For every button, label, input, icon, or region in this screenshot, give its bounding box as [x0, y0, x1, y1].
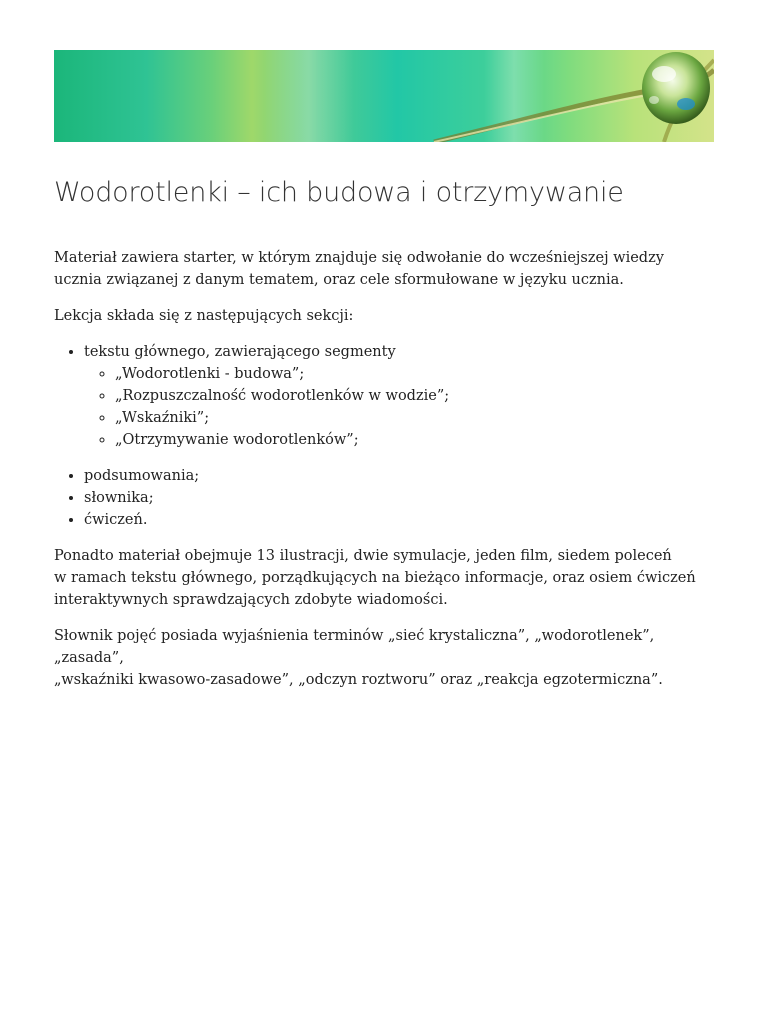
- sections-list: [54, 341, 714, 451]
- other-sections-list: [54, 465, 714, 531]
- main-text-label: tekstu głównego, zawierającego segmenty: [84, 344, 396, 360]
- segment-item: ◦ „Otrzymywanie wodorotlenków”;: [115, 429, 714, 451]
- materials-paragraph: [54, 545, 714, 611]
- glossary-line: Słownik pojęć posiada wyjaśnienia terminów „sieć krystaliczna”, „wodorotlenek”, „zasada”,: [54, 628, 655, 666]
- page-title: Wodorotlenki – ich budowa i otrzymywanie: [54, 177, 624, 208]
- segment-item: ◦ „Wodorotlenki - budowa”;: [115, 363, 714, 385]
- segments-list: [84, 363, 714, 451]
- intro-paragraph: Materiał zawiera starter, w którym znajduje się odwołanie do wcześniejszej wiedzy ucznia związanej z danym tematem, oraz cele sformułowane w języku ucznia.: [54, 250, 664, 288]
- glassware-drop-illustration: [54, 50, 714, 142]
- list-item: • słownika;: [84, 487, 714, 509]
- list-item: • podsumowania;: [84, 465, 714, 487]
- materials-line: Ponadto materiał obejmuje 13 ilustracji, dwie symulacje, jeden film, siedem poleceń: [54, 548, 672, 564]
- glossary-line: „wskaźniki kwasowo-zasadowe”, „odczyn roztworu” oraz „reakcja egzotermiczna”.: [54, 672, 663, 688]
- glossary-paragraph: [54, 625, 714, 691]
- list-item-main-text: [84, 341, 714, 451]
- header-banner-image: [54, 50, 714, 142]
- document-page: [54, 50, 714, 691]
- sections-lead: Lekcja składa się z następujących sekcji:: [54, 308, 354, 324]
- materials-line: interaktywnych sprawdzających zdobyte wiadomości.: [54, 592, 448, 608]
- segment-item: ◦ „Rozpuszczalność wodorotlenków w wodzie”;: [115, 385, 714, 407]
- segment-item: ◦ „Wskaźniki”;: [115, 407, 714, 429]
- list-item: • ćwiczeń.: [84, 509, 714, 531]
- materials-line: w ramach tekstu głównego, porządkujących na bieżąco informacje, oraz osiem ćwiczeń: [54, 570, 696, 586]
